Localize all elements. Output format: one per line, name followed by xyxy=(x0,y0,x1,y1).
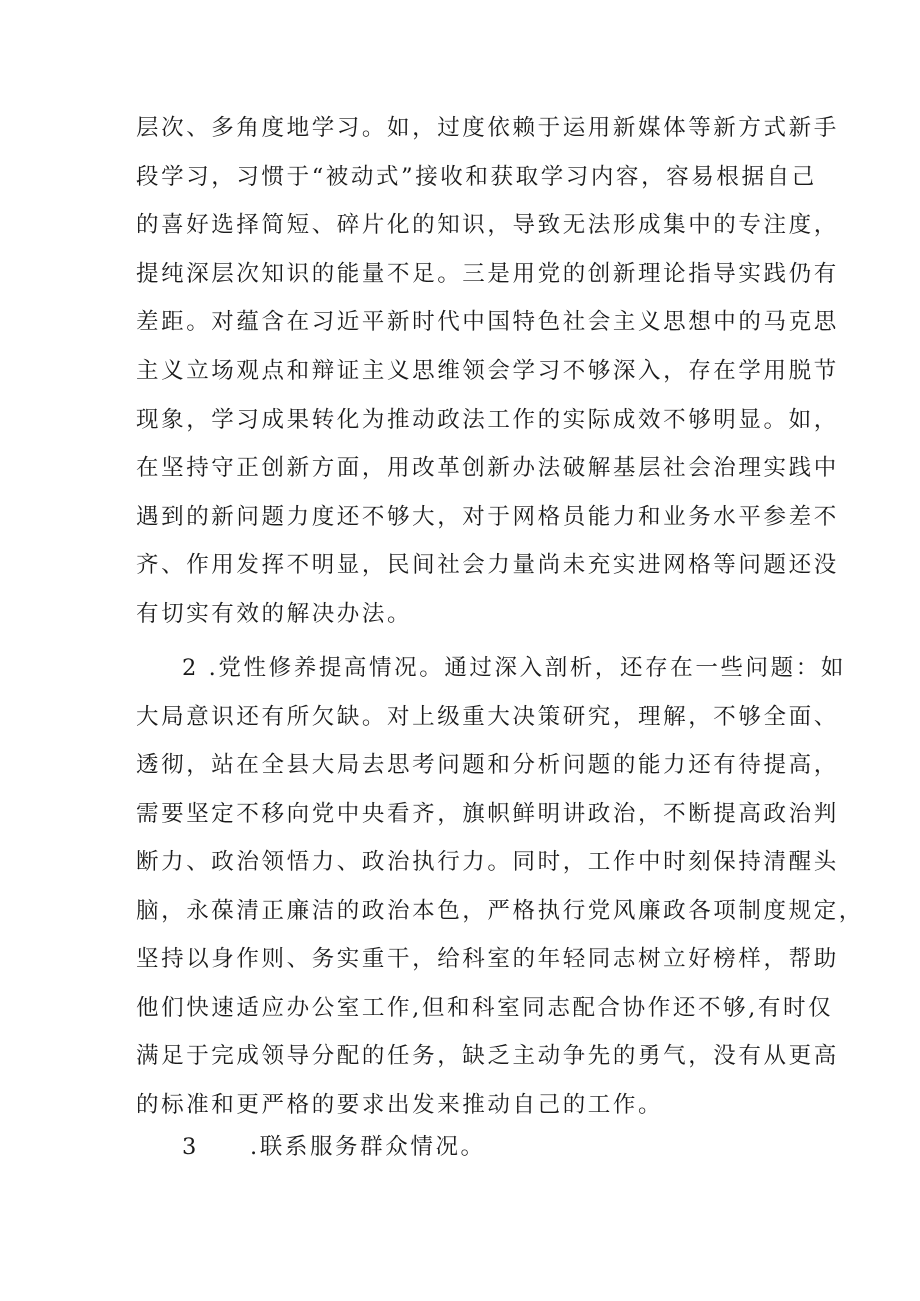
text-line: 段学习，习惯于“被动式”接收和获取学习内容，容易根据自己 xyxy=(136,164,817,190)
text-line: 的标准和更严格的要求出发来推动自己的工作。 xyxy=(136,1092,664,1118)
text-line: 层次、多角度地学习。如，过度依赖于运用新媒体等新方式新手 xyxy=(136,115,839,141)
section-heading-3 xyxy=(182,1124,486,1170)
text-line: 他们快速适应办公室工作,但和科室同志配合协作还不够,有时仅 xyxy=(136,995,834,1021)
text-line: 现象，学习成果转化为推动政法工作的实际成效不够明显。如， xyxy=(136,407,839,433)
text-line: 脑，永葆清正廉洁的政治本色，严格执行党风廉政各项制度规定， xyxy=(136,898,864,924)
text-line: 坚持以身作则、务实重干，给科室的年轻同志树立好榜样，帮助 xyxy=(136,946,839,972)
text-line: 需要坚定不移向党中央看齐，旗帜鲜明讲政治，不断提高政治判 xyxy=(136,801,839,827)
text-line: 遇到的新问题力度还不够大，对于网格员能力和业务水平参差不 xyxy=(136,504,839,530)
section-title: .联系服务群众情况。 xyxy=(250,1134,486,1160)
text-line: 2 .党性修养提高情况。通过深入剖析，还存在一些问题：如 xyxy=(182,655,846,681)
text-line: 齐、作用发挥不明显，民间社会力量尚未充实进网格等问题还没 xyxy=(136,552,839,578)
text-line: 提纯深层次知识的能量不足。三是用党的创新理论指导实践仍有 xyxy=(136,261,839,287)
text-line: 主义立场观点和辩证主义思维领会学习不够深入，存在学用脱节 xyxy=(136,358,839,384)
text-line: 在坚持守正创新方面，用改革创新办法破解基层社会治理实践中 xyxy=(136,455,839,481)
text-line: 满足于完成领导分配的任务，缺乏主动争先的勇气，没有从更高 xyxy=(136,1043,839,1069)
text-line: 大局意识还有所欠缺。对上级重大决策研究，理解，不够全面、 xyxy=(136,704,839,730)
text-line: 差距。对蕴含在习近平新时代中国特色社会主义思想中的马克思 xyxy=(136,309,839,335)
text-line: 断力、政治领悟力、政治执行力。同时，工作中时刻保持清醒头 xyxy=(136,849,839,875)
section-number: 3 xyxy=(182,1134,199,1160)
text-line: 的喜好选择简短、碎片化的知识，导致无法形成集中的专注度， xyxy=(136,212,839,238)
text-line: 透彻，站在全县大局去思考问题和分析问题的能力还有待提高， xyxy=(136,752,839,778)
text-line: 有切实有效的解决办法。 xyxy=(136,601,413,627)
